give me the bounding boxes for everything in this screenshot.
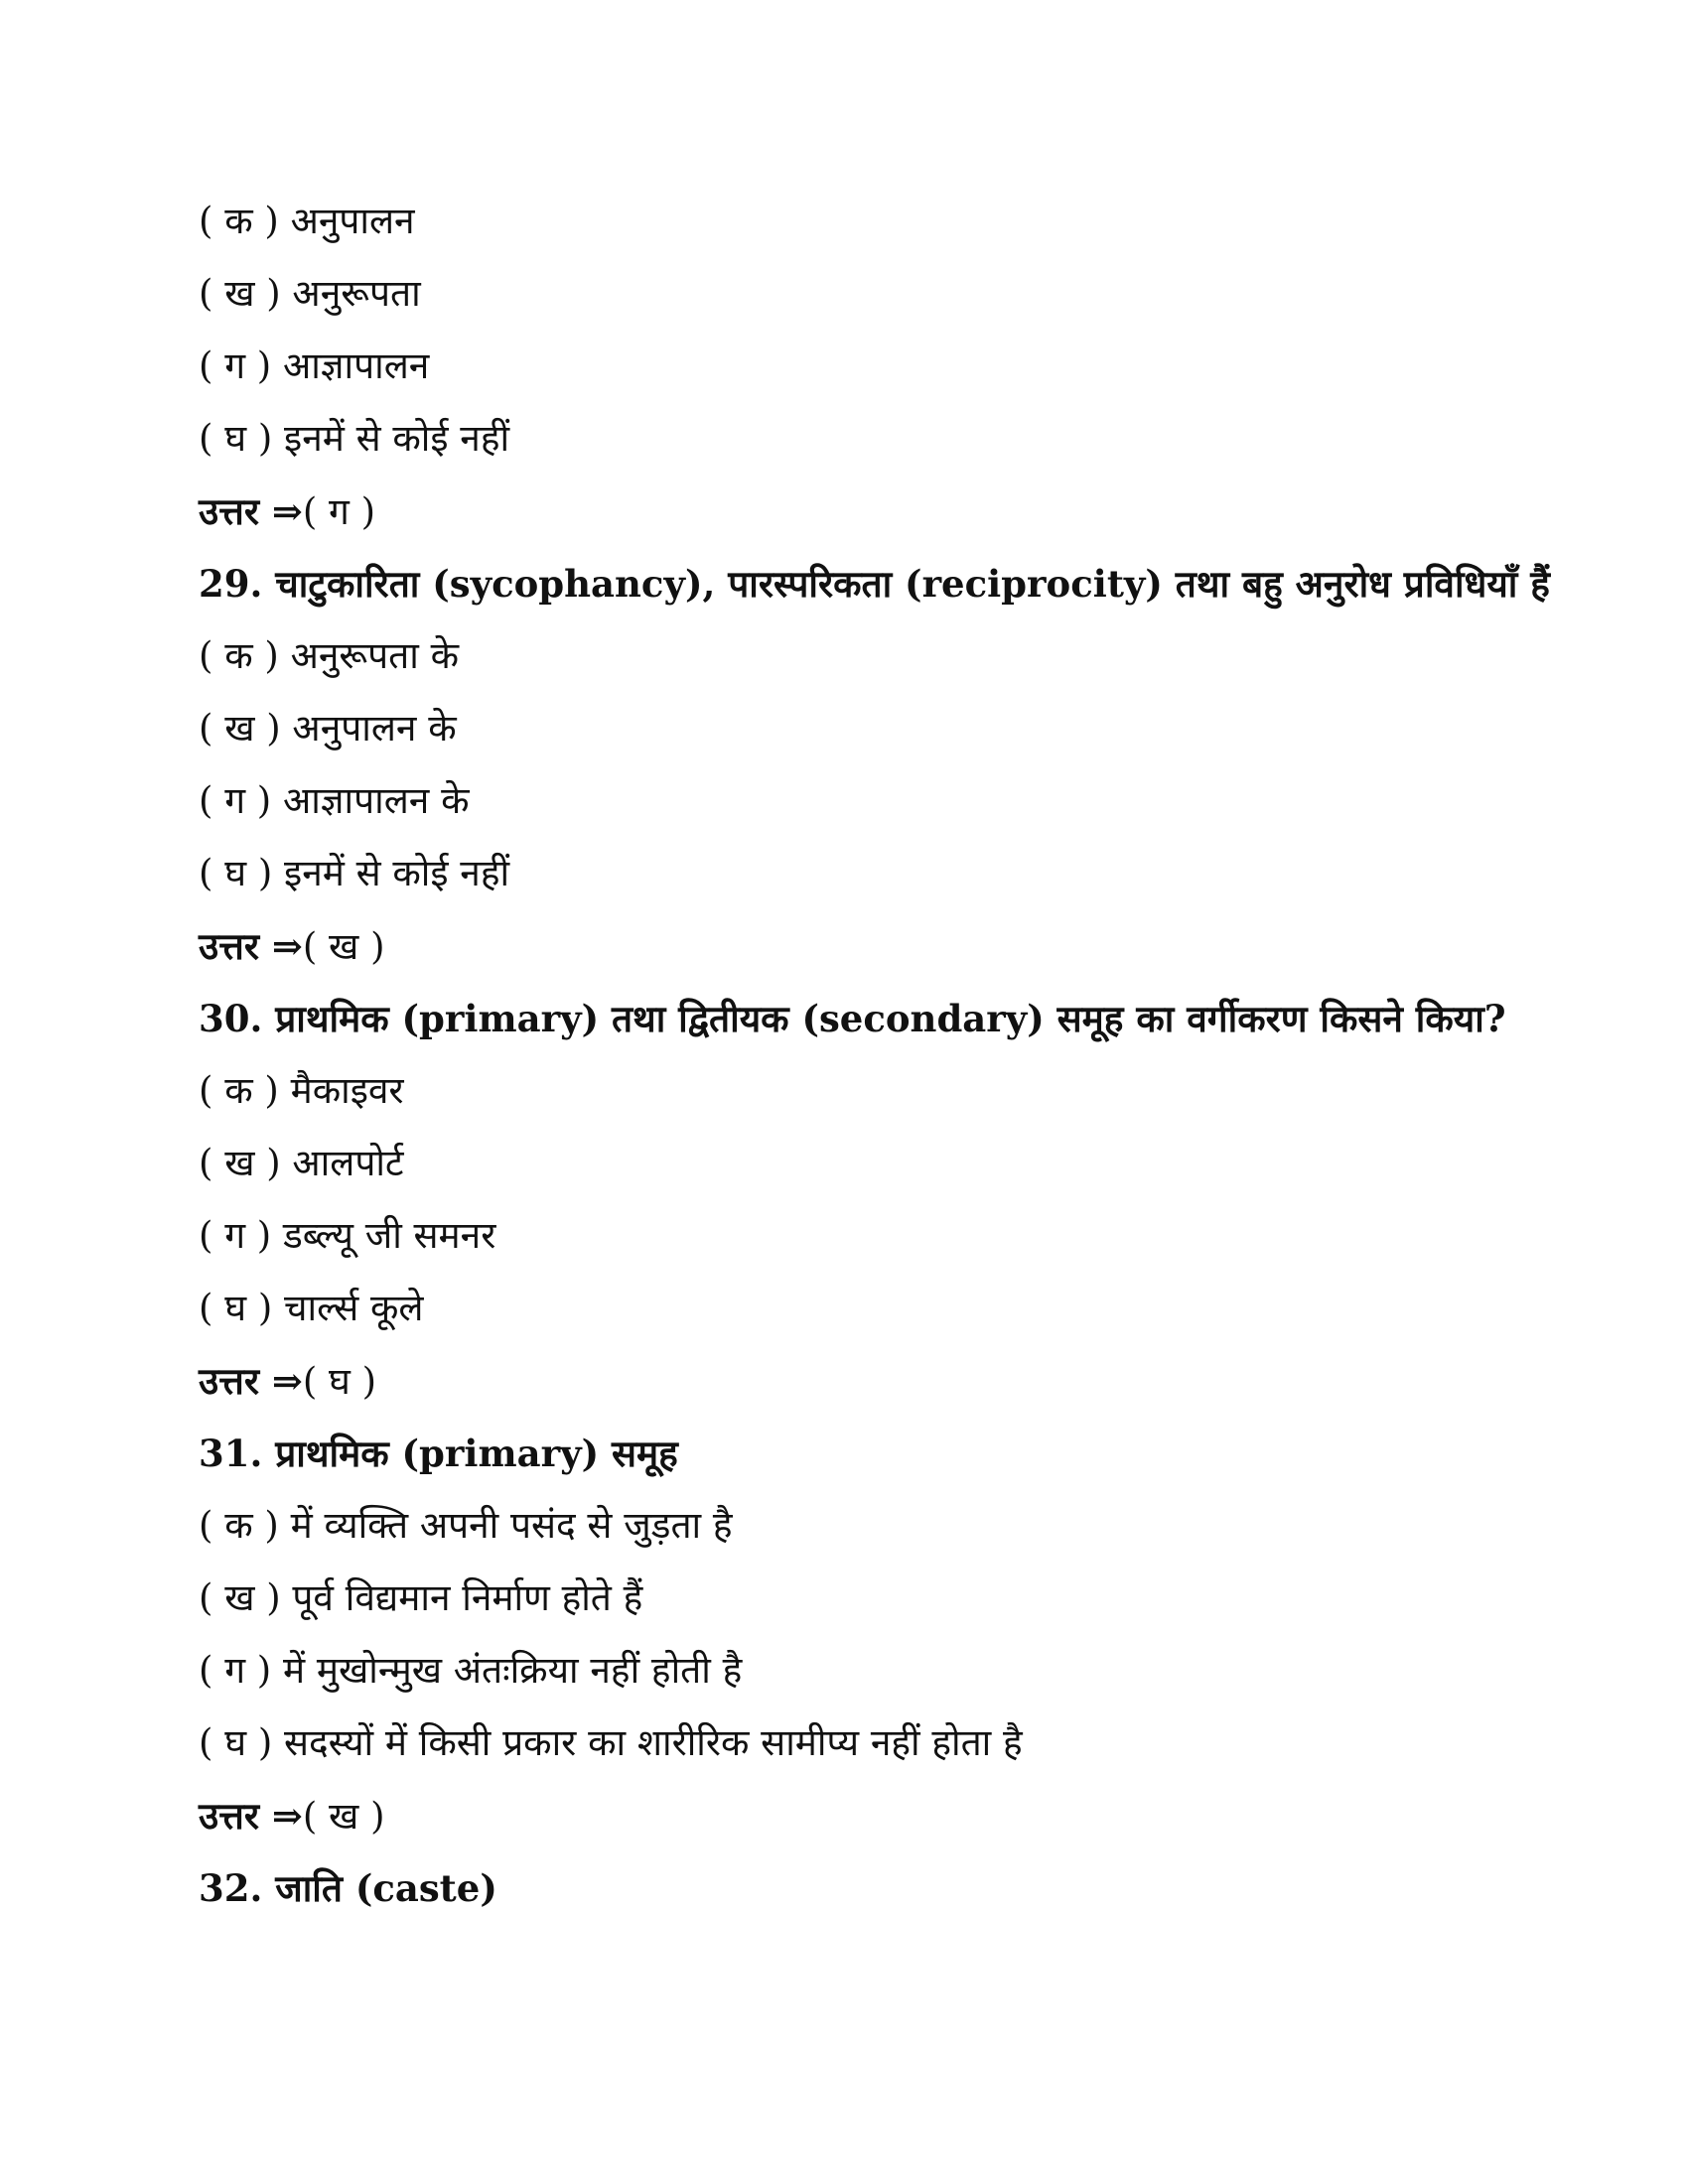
option-line: ( क ) मैकाइवर: [199, 1069, 404, 1112]
option-line: ( क ) अनुरूपता के: [199, 634, 459, 677]
option-line: ( घ ) इनमें से कोई नहीं: [199, 852, 510, 894]
answer-line: [199, 921, 385, 971]
option-line: ( ख ) अनुपालन के: [199, 707, 457, 750]
option-line: ( ग ) डब्ल्यू जी समनर: [199, 1214, 496, 1257]
answer-line: [199, 486, 375, 536]
option-line: ( ख ) आलपोर्ट: [199, 1142, 404, 1184]
option-line: ( क ) अनुपालन: [199, 200, 415, 242]
answer-choice: ( ख ): [302, 1795, 385, 1838]
answer-line: [199, 1356, 376, 1406]
option-line: ( घ ) चार्ल्स कूले: [199, 1287, 424, 1329]
answer-label: उत्तर ⇒: [199, 489, 303, 533]
option-line: ( क ) में व्यक्ति अपनी पसंद से जुड़ता है: [199, 1504, 733, 1547]
answer-label: उत्तर ⇒: [199, 1359, 303, 1403]
answer-label: उत्तर ⇒: [199, 1794, 303, 1838]
answer-label: उत्तर ⇒: [199, 924, 303, 968]
answer-choice: ( ख ): [302, 925, 385, 968]
question-29: 29. चाटुकारिता (sycophancy), पारस्परिकता (reciprocity) तथा बहु अनुरोध प्रविधियाँ हैं: [199, 562, 1550, 606]
question-31: 31. प्राथमिक (primary) समूह: [199, 1432, 678, 1475]
question-30: 30. प्राथमिक (primary) तथा द्वितीयक (secondary) समूह का वर्गीकरण किसने किया?: [199, 997, 1506, 1040]
option-line: ( ग ) आज्ञापालन: [199, 344, 430, 387]
option-line: ( घ ) सदस्यों में किसी प्रकार का शारीरिक सामीप्य नहीं होता है: [199, 1721, 1023, 1764]
answer-choice: ( ग ): [302, 490, 376, 533]
option-line: ( ग ) आज्ञापालन के: [199, 779, 470, 822]
option-line: ( ख ) पूर्व विद्यमान निर्माण होते हैं: [199, 1576, 643, 1619]
answer-choice: ( घ ): [302, 1360, 377, 1403]
option-line: ( ख ) अनुरूपता: [199, 272, 421, 315]
answer-line: [199, 1791, 385, 1841]
option-line: ( ग ) में मुखोन्मुख अंतःक्रिया नहीं होती है: [199, 1649, 743, 1692]
option-line: ( घ ) इनमें से कोई नहीं: [199, 417, 510, 460]
question-32: 32. जाति (caste): [199, 1866, 497, 1910]
